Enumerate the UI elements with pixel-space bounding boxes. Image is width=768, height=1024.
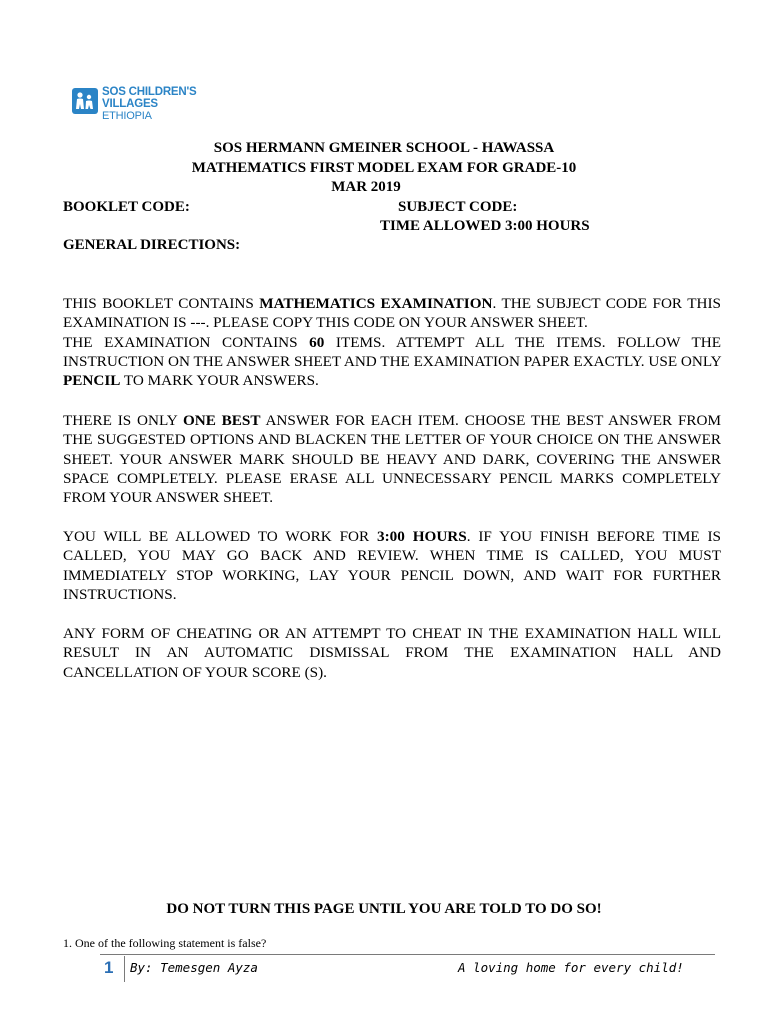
footer-vertical-divider bbox=[124, 956, 125, 982]
exam-date: MAR 2019 bbox=[331, 179, 401, 195]
directions-paragraph-3 bbox=[63, 527, 721, 604]
directions-paragraph-4 bbox=[63, 624, 721, 682]
general-directions-heading: GENERAL DIRECTIONS: bbox=[63, 237, 241, 253]
question-1: 1. One of the following statement is false? bbox=[63, 936, 267, 950]
directions-text: TO MARK YOUR ANSWERS. bbox=[120, 372, 319, 390]
directions-text: THERE IS ONLY bbox=[63, 412, 183, 429]
booklet-code-label: BOOKLET CODE: bbox=[63, 199, 190, 215]
footer-divider bbox=[100, 954, 715, 955]
footer-slogan: A loving home for every child! bbox=[458, 960, 684, 975]
emphasis-text: 60 bbox=[309, 333, 325, 351]
directions-text: ANY FORM OF CHEATING OR AN ATTEMPT TO CHEAT IN THE EXAMINATION HALL WILL RESULT IN AN AUTOMATIC DISMISSAL FROM THE EXAMINATION HALL AND CANCELLATION OF YOUR SCORE (S). bbox=[63, 625, 721, 681]
directions-paragraph-2 bbox=[63, 411, 721, 507]
directions-text: ANSWER FOR EACH ITEM. CHOOSE THE BEST ANSWER FROM THE SUGGESTED OPTIONS AND BLACKEN THE LETTER OF YOUR CHOICE ON THE ANSWER SHEET. YOUR ANSWER MARK SHOULD BE HEAVY AND DARK, COVERING THE ANSWER SPACE COMPLETELY. PLEASE ERASE ALL UNNECESSARY PENCIL MARKS COMPLETELY FROM YOUR ANSWER SHEET. bbox=[63, 412, 722, 507]
exam-title: MATHEMATICS FIRST MODEL EXAM FOR GRADE-10 bbox=[191, 160, 577, 176]
logo-line-2: VILLAGES bbox=[102, 98, 158, 110]
page-number: 1 bbox=[104, 958, 114, 977]
sos-logo bbox=[72, 86, 197, 122]
do-not-turn-warning: DO NOT TURN THIS PAGE UNTIL YOU ARE TOLD TO DO SO! bbox=[166, 901, 602, 917]
emphasis-text: PENCIL bbox=[63, 372, 121, 390]
time-allowed: TIME ALLOWED 3:00 HOURS bbox=[380, 218, 590, 234]
logo-line-3: ETHIOPIA bbox=[102, 110, 152, 122]
directions-text: . THE SUBJECT CODE FOR THIS EXAMINATION IS ---. PLEASE COPY THIS CODE ON YOUR ANSWER SHEET. bbox=[63, 295, 721, 332]
directions-text: YOU WILL BE ALLOWED TO WORK FOR bbox=[63, 528, 377, 545]
emphasis-text: MATHEMATICS EXAMINATION bbox=[259, 295, 493, 312]
logo-text bbox=[102, 86, 197, 122]
logo-line-1: SOS CHILDREN'S bbox=[102, 86, 197, 98]
directions-text: THIS BOOKLET CONTAINS bbox=[63, 295, 260, 312]
subject-code-label: SUBJECT CODE: bbox=[398, 199, 518, 215]
directions-text: ITEMS. ATTEMPT ALL THE ITEMS. FOLLOW THE INSTRUCTION ON THE ANSWER SHEET AND THE EXAMINATION PAPER EXACTLY. USE ONLY bbox=[63, 333, 722, 370]
sos-children-icon bbox=[72, 88, 98, 114]
directions-paragraph-1 bbox=[63, 294, 721, 390]
school-title: SOS HERMANN GMEINER SCHOOL - HAWASSA bbox=[213, 140, 555, 156]
footer-author: By: Temesgen Ayza bbox=[130, 960, 258, 975]
emphasis-text: ONE BEST bbox=[182, 412, 261, 429]
directions-text: THE EXAMINATION CONTAINS bbox=[63, 333, 310, 351]
directions-text: . IF YOU FINISH BEFORE TIME IS CALLED, YOU MAY GO BACK AND REVIEW. WHEN TIME IS CALLED, YOU MUST IMMEDIATELY STOP WORKING, LAY YOUR PENCIL DOWN, AND WAIT FOR FURTHER INSTRUCTIONS. bbox=[63, 528, 721, 603]
emphasis-text: 3:00 HOURS bbox=[377, 528, 467, 545]
